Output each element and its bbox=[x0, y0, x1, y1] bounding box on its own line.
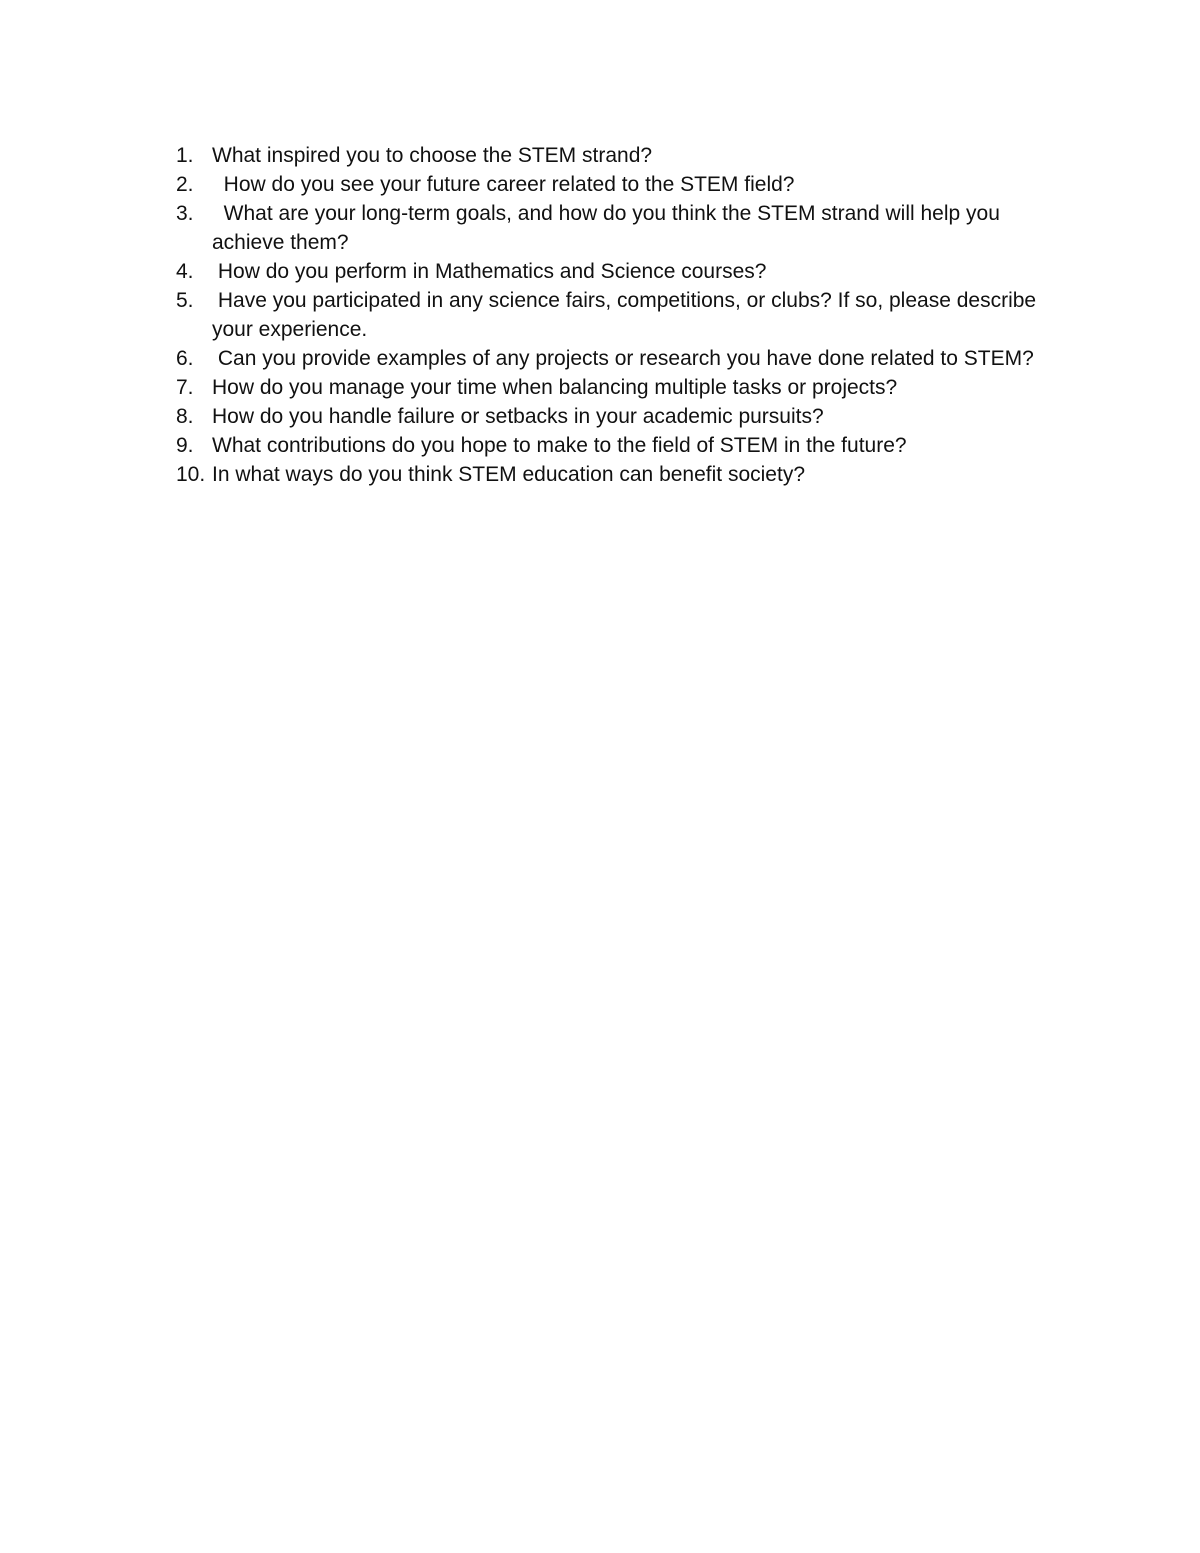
question-item-3 bbox=[176, 199, 1056, 257]
question-number: 1. bbox=[176, 144, 194, 167]
question-item-1 bbox=[176, 141, 1056, 170]
question-item-6 bbox=[176, 344, 1056, 373]
question-number: 3. bbox=[176, 202, 194, 225]
question-text: How do you see your future career related to the STEM field? bbox=[212, 173, 795, 196]
question-text: How do you handle failure or setbacks in your academic pursuits? bbox=[212, 405, 824, 428]
question-number: 9. bbox=[176, 434, 194, 457]
question-text: In what ways do you think STEM education can benefit society? bbox=[212, 463, 805, 486]
question-number: 8. bbox=[176, 405, 194, 428]
question-text: Can you provide examples of any projects or research you have done related to STEM? bbox=[212, 347, 1034, 370]
question-text: Have you participated in any science fairs, competitions, or clubs? If so, please describe your experience. bbox=[212, 289, 1042, 341]
question-item-8 bbox=[176, 402, 1056, 431]
question-number: 7. bbox=[176, 376, 194, 399]
question-text: What inspired you to choose the STEM strand? bbox=[212, 144, 653, 167]
question-number: 4. bbox=[176, 260, 194, 283]
question-item-9 bbox=[176, 431, 1056, 460]
question-list bbox=[176, 141, 1056, 489]
question-number: 10. bbox=[176, 463, 206, 486]
question-item-2 bbox=[176, 170, 1056, 199]
question-item-4 bbox=[176, 257, 1056, 286]
question-item-10 bbox=[176, 460, 1056, 489]
question-text: How do you manage your time when balancing multiple tasks or projects? bbox=[212, 376, 898, 399]
question-number: 6. bbox=[176, 347, 194, 370]
question-number: 2. bbox=[176, 173, 194, 196]
question-text: How do you perform in Mathematics and Science courses? bbox=[212, 260, 767, 283]
question-item-7 bbox=[176, 373, 1056, 402]
question-text: What are your long-term goals, and how do you think the STEM strand will help you achieve them? bbox=[212, 202, 1006, 254]
question-number: 5. bbox=[176, 289, 194, 312]
question-text: What contributions do you hope to make to the field of STEM in the future? bbox=[212, 434, 907, 457]
question-item-5 bbox=[176, 286, 1056, 344]
